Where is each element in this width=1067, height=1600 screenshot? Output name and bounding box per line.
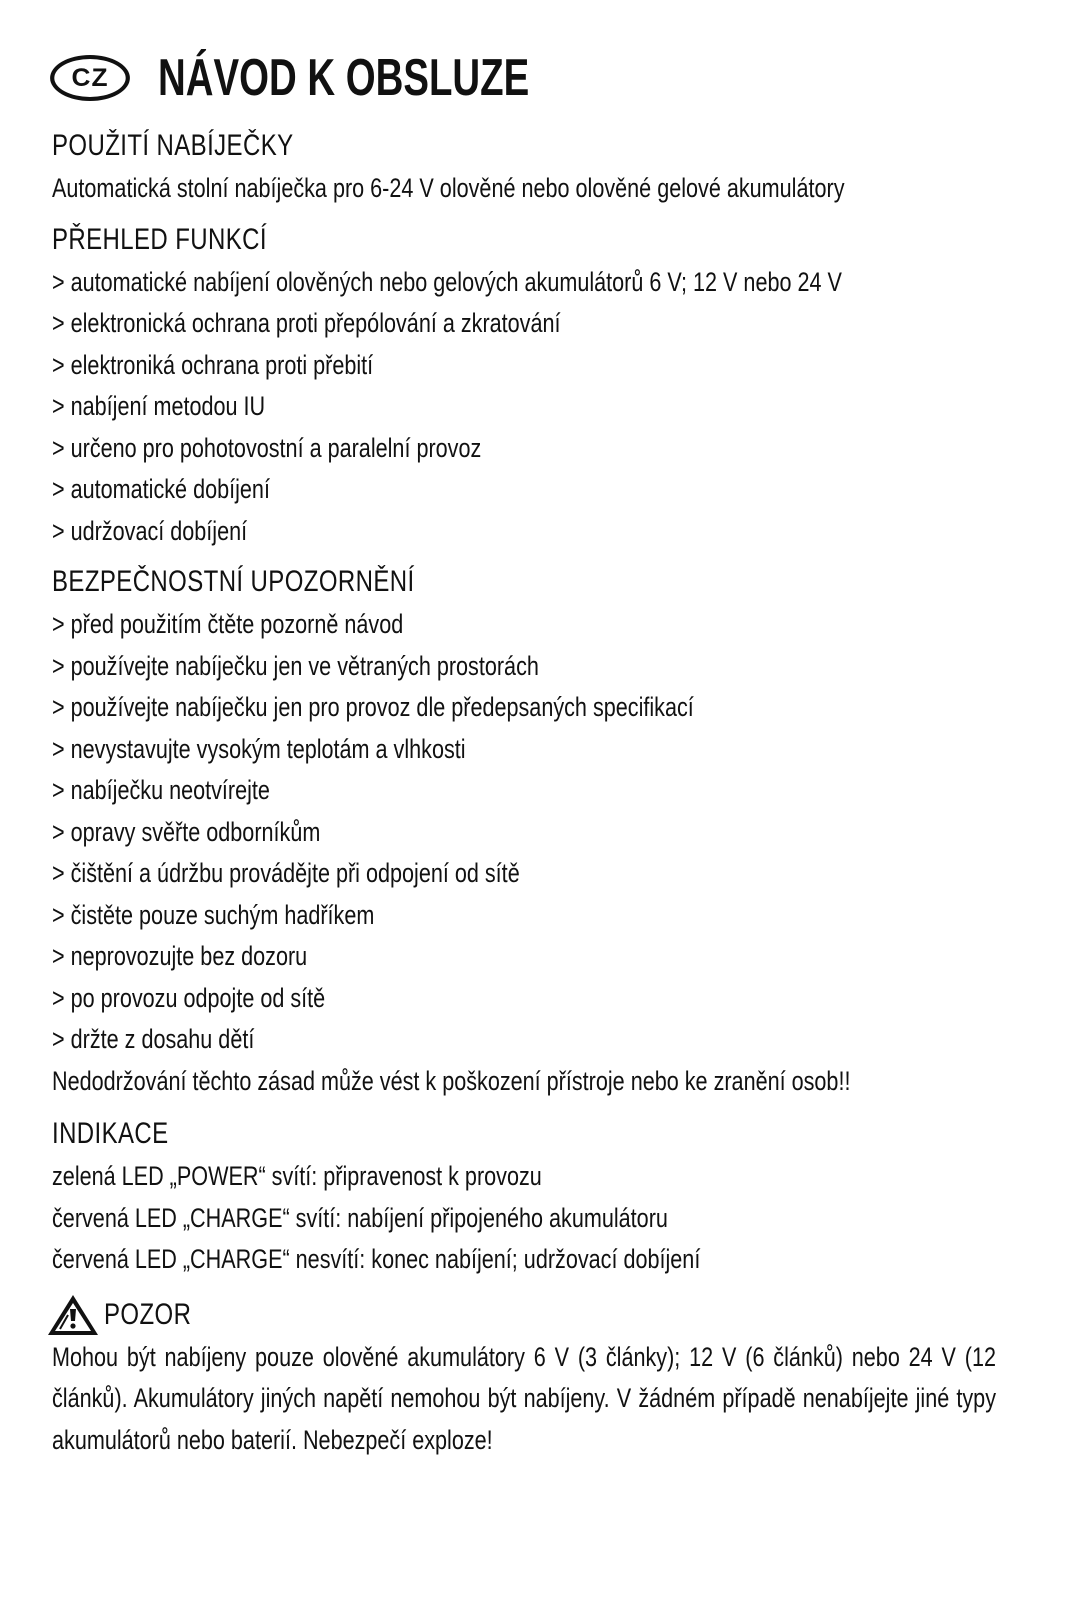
safety-item: > nevystavujte vysokým teplotám a vlhkosti xyxy=(52,733,466,764)
feature-item: > elektronická ochrana proti přepólování a zkratování xyxy=(52,308,561,338)
section-features xyxy=(52,218,1012,553)
language-badge: CZ xyxy=(50,55,130,101)
feature-item: > elektroniká ochrana proti přebití xyxy=(52,349,374,380)
feature-item: > udržovací dobíjení xyxy=(52,515,248,546)
feature-item: > automatické dobíjení xyxy=(52,474,270,504)
caution-heading xyxy=(52,1293,1012,1337)
section-title-usage: POUŽITÍ NABÍJEČKY xyxy=(52,129,294,162)
section-usage xyxy=(52,124,1012,210)
safety-item: > čistěte pouze suchým hadříkem xyxy=(52,899,375,930)
section-title-caution: POZOR xyxy=(104,1297,192,1331)
safety-item: > opravy svěřte odborníkům xyxy=(52,816,321,847)
safety-item: > nabíječku neotvírejte xyxy=(52,775,270,805)
header xyxy=(52,40,1012,116)
feature-item: > nabíjení metodou IU xyxy=(52,391,266,421)
safety-item: > používejte nabíječku jen ve větraných prostorách xyxy=(52,650,539,681)
safety-item: > používejte nabíječku jen pro provoz dle předepsaných specifikací xyxy=(52,692,694,722)
manual-page xyxy=(52,40,1012,1461)
feature-item: > automatické nabíjení olověných nebo gelových akumulátorů 6 V; 12 V nebo 24 V xyxy=(52,266,842,297)
section-indicators xyxy=(52,1112,1012,1281)
section-title-indicators: INDIKACE xyxy=(52,1117,169,1150)
indicator-item: červená LED „CHARGE“ nesvítí: konec nabíjení; udržovací dobíjení xyxy=(52,1244,701,1274)
usage-text: Automatická stolní nabíječka pro 6-24 V olověné nebo olověné gelové akumulátory xyxy=(52,173,845,203)
document-title: NÁVOD K OBSLUZE xyxy=(158,49,530,107)
safety-item: > čištění a údržbu provádějte při odpojení od sítě xyxy=(52,858,520,888)
warning-triangle-icon xyxy=(46,1293,100,1337)
safety-note: Nedodržování těchto zásad může vést k poškození přístroje nebo ke zranění osob!! xyxy=(52,1065,851,1096)
safety-item: > neprovozujte bez dozoru xyxy=(52,941,308,971)
section-title-features: PŘEHLED FUNKCÍ xyxy=(52,222,267,256)
safety-item: > před použitím čtěte pozorně návod xyxy=(52,609,404,639)
indicator-item: zelená LED „POWER“ svítí: připravenost k provozu xyxy=(52,1161,542,1191)
safety-item: > držte z dosahu dětí xyxy=(52,1024,255,1054)
section-title-safety: BEZPEČNOSTNÍ UPOZORNĚNÍ xyxy=(52,565,415,598)
indicator-item: červená LED „CHARGE“ svítí: nabíjení připojeného akumulátoru xyxy=(52,1202,668,1233)
section-caution xyxy=(52,1293,1012,1462)
caution-text: Mohou být nabíjeny pouze olověné akumulátory 6 V (3 články); 12 V (6 článků) nebo 24 V (12 článků). Akumulátory jiných napětí nemohou být nabíjeny. V žádném případě nenabíjejte jiné typy akumulátorů nebo baterií. Nebezpečí exploze! xyxy=(52,1341,996,1455)
safety-item: > po provozu odpojte od sítě xyxy=(52,982,326,1013)
section-safety xyxy=(52,560,1012,1102)
feature-item: > určeno pro pohotovostní a paralelní provoz xyxy=(52,432,482,463)
